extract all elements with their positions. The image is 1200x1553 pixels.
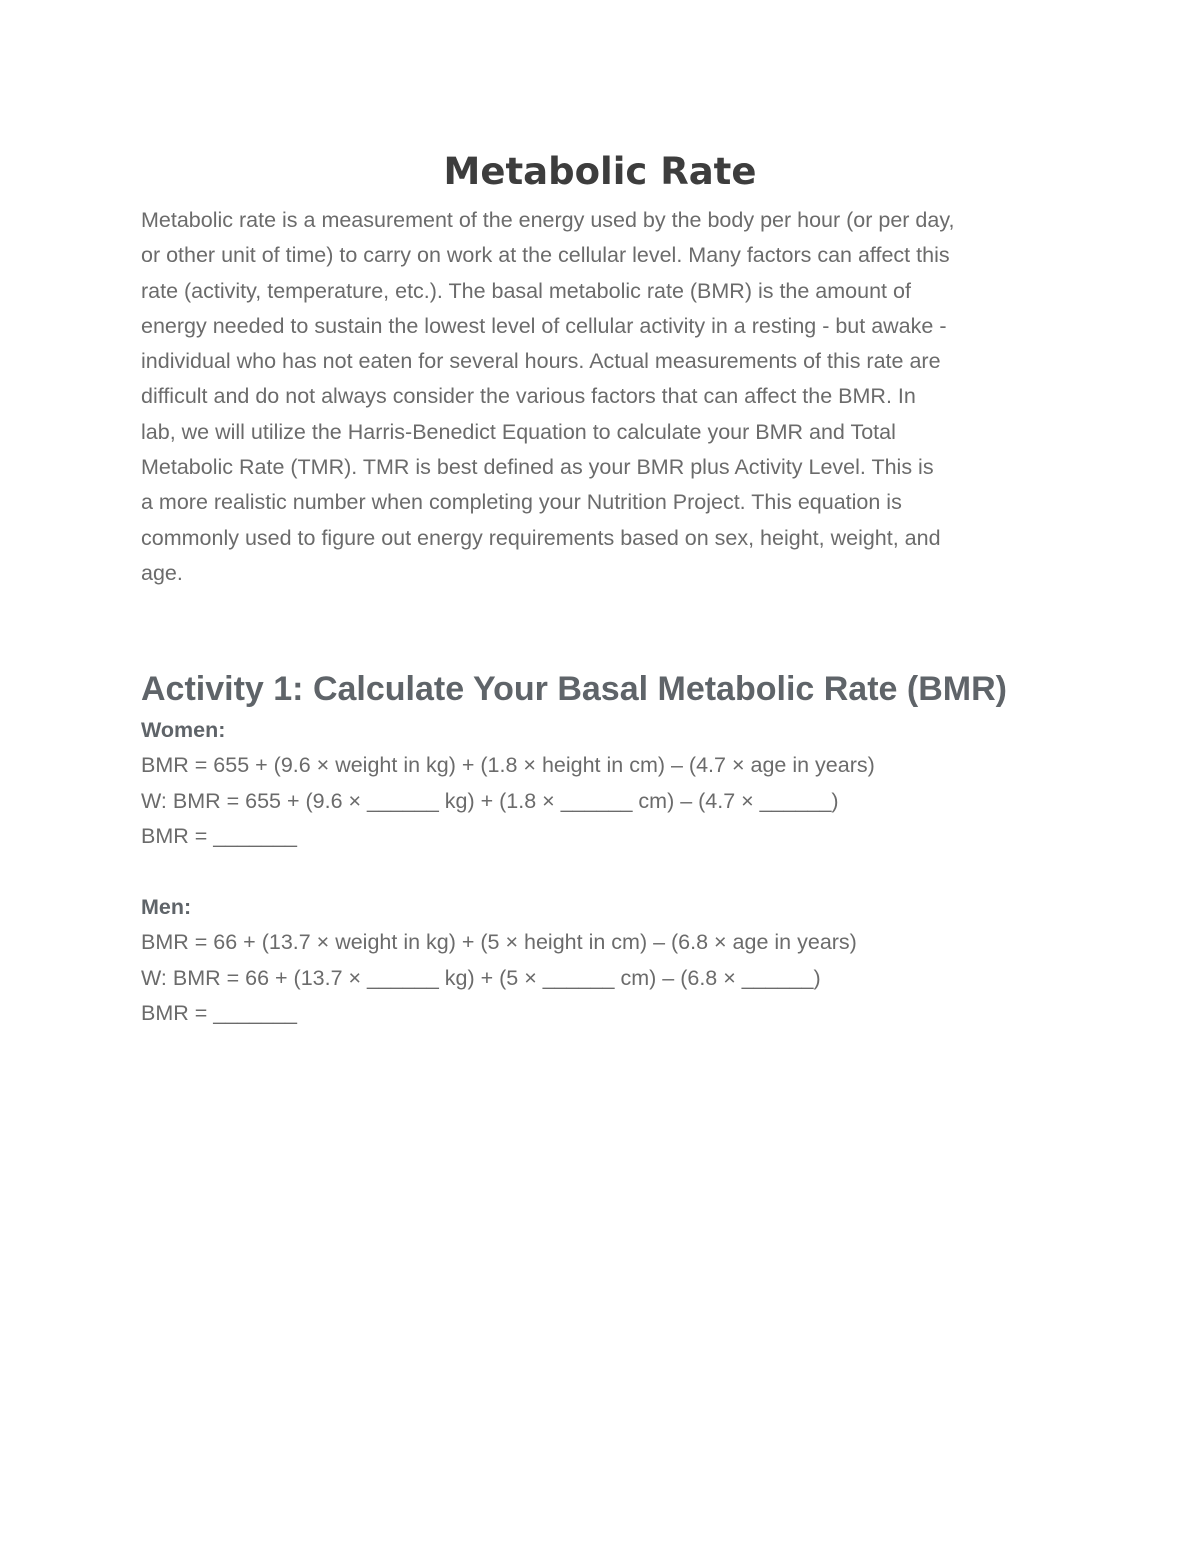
- activity-1-heading: Activity 1: Calculate Your Basal Metabolic Rate (BMR): [141, 670, 1007, 708]
- intro-line: lab, we will utilize the Harris-Benedict Equation to calculate your BMR and Total: [141, 419, 896, 444]
- intro-line: commonly used to figure out energy requirements based on sex, height, weight, and: [141, 525, 941, 550]
- women-worksheet-line: W: BMR = 655 + (9.6 × ______ kg) + (1.8 × ______ cm) – (4.7 × ______): [141, 788, 839, 813]
- intro-line: energy needed to sustain the lowest level of cellular activity in a resting - but awake -: [141, 313, 947, 338]
- women-label: Women:: [141, 718, 226, 742]
- intro-line: age.: [141, 560, 183, 585]
- intro-line: Metabolic Rate (TMR). TMR is best defined as your BMR plus Activity Level. This is: [141, 455, 934, 480]
- intro-line: Metabolic rate is a measurement of the energy used by the body per hour (or per day,: [141, 208, 955, 232]
- women-bmr-result: BMR = _______: [141, 823, 297, 848]
- intro-line: individual who has not eaten for several hours. Actual measurements of this rate are: [141, 349, 941, 374]
- intro-line: or other unit of time) to carry on work at the cellular level. Many factors can affect this: [141, 243, 950, 268]
- men-formula: BMR = 66 + (13.7 × weight in kg) + (5 × height in cm) – (6.8 × age in years): [141, 930, 857, 955]
- men-label: Men:: [141, 895, 192, 919]
- intro-paragraph: [141, 203, 1061, 591]
- women-formula: BMR = 655 + (9.6 × weight in kg) + (1.8 × height in cm) – (4.7 × age in years): [141, 753, 875, 778]
- women-formula-block: [141, 713, 875, 854]
- men-bmr-result: BMR = _______: [141, 1000, 297, 1025]
- men-worksheet-line: W: BMR = 66 + (13.7 × ______ kg) + (5 × ______ cm) – (6.8 × ______): [141, 965, 821, 990]
- intro-line: difficult and do not always consider the various factors that can affect the BMR. In: [141, 384, 916, 409]
- intro-line: rate (activity, temperature, etc.). The basal metabolic rate (BMR) is the amount of: [141, 278, 911, 303]
- men-formula-block: [141, 890, 857, 1031]
- intro-line: a more realistic number when completing your Nutrition Project. This equation is: [141, 490, 902, 515]
- page-title: Metabolic Rate: [443, 150, 757, 193]
